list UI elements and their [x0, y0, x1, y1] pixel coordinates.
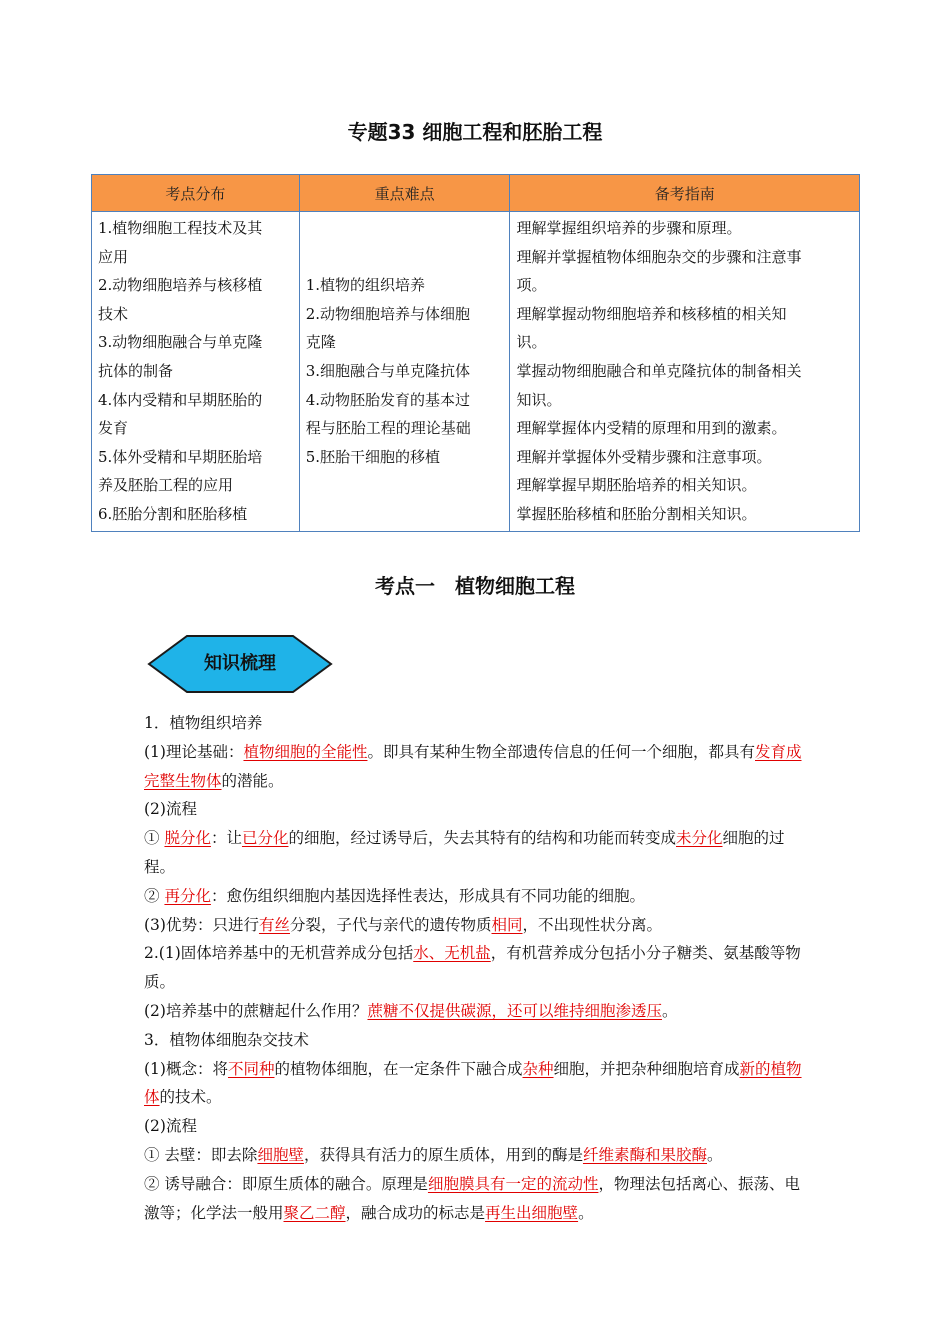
list-item: 掌握动物细胞融合和单克隆抗体的制备相关 [516, 361, 802, 380]
list-item: 4.动物胚胎发育的基本过 [305, 390, 471, 409]
answer-text: 有丝 [258, 915, 290, 934]
answer-text: 细胞壁 [257, 1145, 304, 1164]
paragraph: (2)培养基中的蔗糖起什么作用？蔗糖不仅提供碳源，还可以维持细胞渗透压。 [144, 1001, 678, 1020]
paragraph: (2)流程 [144, 800, 197, 819]
list-item: 养及胚胎工程的应用 [98, 476, 234, 495]
answer-text: 相同 [491, 915, 523, 934]
list-item: 发育 [98, 419, 129, 438]
list-item: 技术 [98, 304, 129, 323]
cell-kaodian [92, 212, 300, 532]
page-title: 专题33 细胞工程和胚胎工程 [347, 120, 603, 144]
heading-somatic-hybridization: 3．植物体细胞杂交技术 [144, 1030, 309, 1049]
answer-text: 纤维素酶和果胶酶 [582, 1145, 707, 1164]
paragraph: (1)概念：将不同种的植物体细胞，在一定条件下融合成杂种细胞，并把杂种细胞培育成新的植物体的技术。 [144, 1059, 802, 1107]
answer-text: 再分化 [164, 886, 211, 905]
answer-text: 再生出细胞壁 [485, 1203, 579, 1222]
list-item: 项。 [516, 276, 547, 295]
list-item: 掌握胚胎移植和胚胎分割相关知识。 [516, 504, 757, 523]
answer-text: 未分化 [676, 829, 723, 848]
header-zhongdian: 重点难点 [299, 175, 510, 212]
paragraph: (3)优势：只进行有丝分裂，子代与亲代的遗传物质相同，不出现性状分离。 [144, 915, 663, 934]
answer-text: 新的植物体 [144, 1059, 802, 1107]
answer-text: 水、无机盐 [413, 944, 491, 963]
content-body [144, 709, 810, 1227]
list-item: 克隆 [305, 333, 336, 352]
cell-zhongdian [299, 212, 510, 532]
list-item: 理解掌握动物细胞培养和核移植的相关知 [516, 304, 787, 323]
list-item: 6.胚胎分割和胚胎移植 [98, 504, 248, 523]
list-item: 4.体内受精和早期胚胎的 [98, 390, 263, 409]
paragraph: ① 脱分化：让已分化的细胞，经过诱导后，失去其特有的结构和功能而转变成未分化细胞的过程。 [144, 829, 785, 876]
list-item: 2.动物细胞培养与体细胞 [305, 304, 471, 323]
header-beikao: 备考指南 [510, 175, 860, 212]
list-item: 理解并掌握体外受精步骤和注意事项。 [516, 447, 772, 466]
list-item: 3.细胞融合与单克隆抗体 [305, 361, 471, 380]
list-item: 1.植物的组织培养 [305, 276, 426, 295]
list-item: 3.动物细胞融合与单克隆 [98, 333, 263, 352]
answer-text: 发育成完整生物体 [144, 742, 802, 790]
paragraph: (1)理论基础：植物细胞的全能性。即具有某种生物全部遗传信息的任何一个细胞，都具有发育成完整生物体的潜能。 [144, 742, 802, 790]
answer-text: 已分化 [241, 829, 289, 848]
list-item: 2.动物细胞培养与核移植 [98, 276, 263, 295]
answer-text: 脱分化 [164, 829, 211, 848]
list-item: 5.体外受精和早期胚胎培 [98, 447, 263, 466]
answer-text: 聚乙二醇 [283, 1203, 346, 1222]
list-item: 应用 [98, 247, 129, 266]
table-header-row [92, 175, 860, 212]
answer-text: 不同种 [227, 1059, 275, 1078]
knowledge-badge-label: 知识梳理 [204, 653, 276, 674]
answer-text: 植物细胞的全能性 [243, 742, 368, 761]
cell-beikao [510, 212, 860, 532]
overview-table [91, 174, 860, 532]
paragraph: ② 再分化：愈伤组织细胞内基因选择性表达，形成具有不同功能的细胞。 [144, 886, 645, 905]
paragraph: (2)流程 [144, 1117, 197, 1136]
section-title: 考点一 植物细胞工程 [375, 574, 575, 598]
list-item: 程与胚胎工程的理论基础 [305, 419, 471, 438]
list-item: 知识。 [516, 390, 562, 409]
list-item: 理解掌握早期胚胎培养的相关知识。 [516, 476, 757, 495]
answer-text: 杂种 [522, 1059, 554, 1078]
list-item: 理解掌握组织培养的步骤和原理。 [516, 219, 742, 237]
header-kaodian: 考点分布 [92, 175, 300, 212]
list-item: 理解掌握体内受精的原理和用到的激素。 [516, 419, 787, 438]
answer-text: 细胞膜具有一定的流动性 [427, 1174, 599, 1193]
paragraph: 2.(1)固体培养基中的无机营养成分包括水、无机盐，有机营养成分包括小分子糖类、氨基酸等物质。 [144, 944, 801, 992]
paragraph: ② 诱导融合：即原生质体的融合。原理是细胞膜具有一定的流动性，物理法包括离心、振荡、电激等；化学法一般用聚乙二醇，融合成功的标志是再生出细胞壁。 [144, 1174, 800, 1222]
answer-text: 蔗糖不仅提供碳源，还可以维持细胞渗透压 [367, 1001, 662, 1020]
list-item: 5.胚胎干细胞的移植 [305, 447, 441, 466]
heading-tissue-culture: 1．植物组织培养 [144, 714, 263, 732]
table-row [92, 212, 860, 532]
list-item: 1.植物细胞工程技术及其 [98, 219, 263, 237]
list-item: 抗体的制备 [98, 361, 174, 380]
list-item: 理解并掌握植物体细胞杂交的步骤和注意事 [516, 247, 802, 266]
list-item: 识。 [516, 333, 547, 352]
paragraph: ① 去壁：即去除细胞壁，获得具有活力的原生质体，用到的酶是纤维素酶和果胶酶。 [144, 1145, 723, 1164]
